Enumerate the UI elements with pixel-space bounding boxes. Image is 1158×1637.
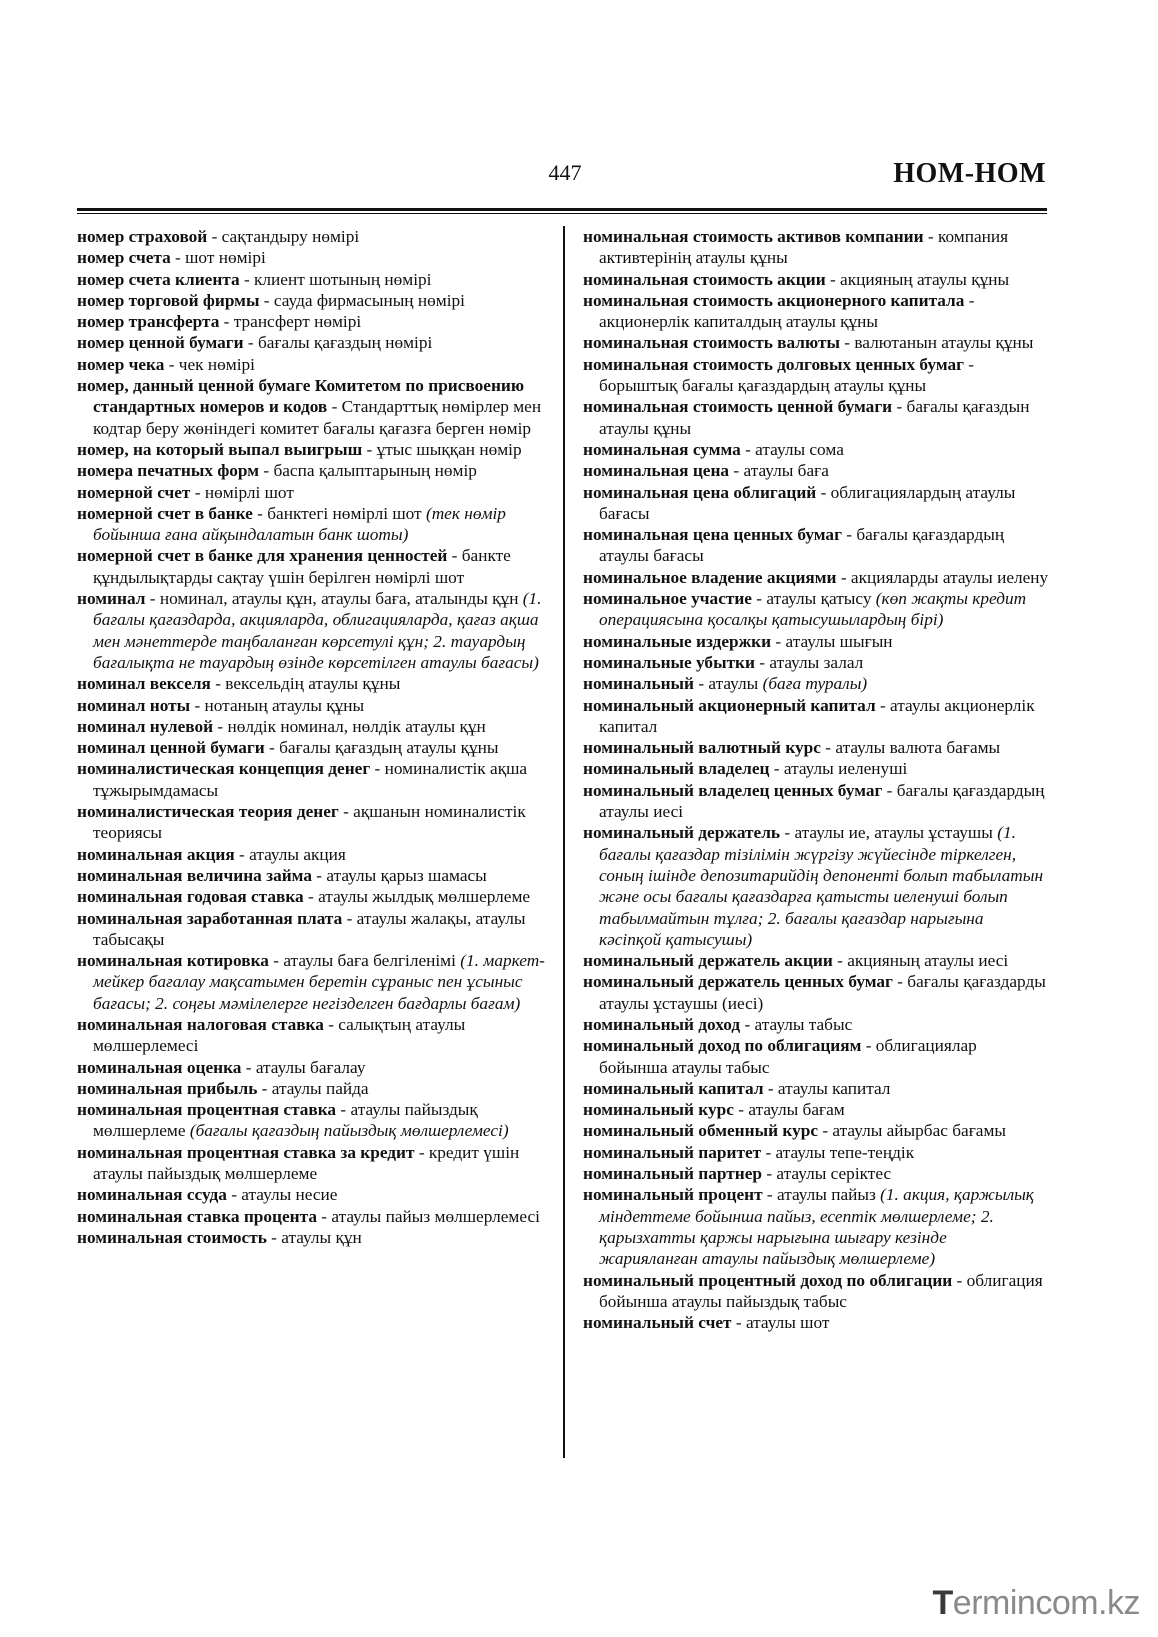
dictionary-entry [77,886,547,907]
entry-term: номинальная прибыль [77,1078,258,1098]
dictionary-entry [583,758,1049,779]
dictionary-entry [583,1014,1049,1035]
header-rule [77,208,1047,211]
dictionary-entry [583,439,1049,460]
entry-definition: - атаулы тепе-теңдік [761,1142,915,1162]
entry-term: номинальная годовая ставка [77,887,304,907]
dictionary-entry [583,822,1049,950]
dictionary-entry [583,482,1049,525]
entry-definition: - клиент шотының нөмірі [239,269,432,289]
watermark-logo [933,1584,1140,1623]
dictionary-entry [583,1120,1049,1141]
entry-term: номинальный акционерный капитал [583,695,876,715]
dictionary-entry [583,780,1049,823]
page-number: 447 [548,160,582,185]
entry-definition: - ақшанын номиналистік теориясы [93,802,526,843]
entry-definition: - кредит үшін атаулы пайыздық мөлшерлеме [93,1142,520,1184]
entry-term: номинальная сумма [583,439,741,459]
entry-term: номинал ноты [77,695,191,715]
entry-term: номинальная стоимость валюты [583,333,840,353]
entry-term: номинальная стоимость акции [583,269,826,289]
entry-note: (көп жақты кредит операциясына қосалқы қатысушылардың бірі) [599,589,1027,630]
entry-note: (1. маркет-мейкер бағалау мақсатымен беретін сұраныс пен ұсыныс бағасы; 2. соңғы мәмілелерге негізделген бағдарлы бағам) [93,951,545,1013]
entry-term: номер торговой фирмы [77,290,260,310]
entry-definition: - борыштық бағалы қағаздардың атаулы құны [599,354,975,396]
dictionary-entry [77,1078,547,1099]
header-rule-thin [77,213,1047,214]
entry-definition: - атаулы пайда [257,1078,369,1098]
entry-definition: - атаулы баға [729,461,829,481]
entry-definition: - облигациялар бойынша атаулы табыс [599,1036,977,1077]
dictionary-entry [77,311,547,332]
entry-term: номинальный [583,674,694,694]
entry-definition: - бағалы қағаздарды атаулы ұстаушы (иесі) [599,972,1046,1013]
dictionary-entry [583,524,1049,567]
entry-term: номинальная акция [77,844,235,864]
entry-definition: - шот нөмірі [170,248,266,268]
dictionary-entry [77,716,547,737]
entry-term: номинальная налоговая ставка [77,1014,324,1034]
entry-definition: - атаулы ие, атаулы ұстаушы [780,823,998,843]
entry-definition: - атаулы серіктес [762,1164,892,1184]
entry-term: номинальный доход по облигациям [583,1036,862,1056]
entry-term: номинальная величина займа [77,865,312,885]
entry-term: номинальный держатель акции [583,951,833,971]
dictionary-entry [77,758,547,801]
dictionary-entry [77,332,547,353]
entry-term: номинальные издержки [583,631,772,651]
entry-note: (1. бағалы қағаздар тізілімін жүргізу жүйесінде тіркелген, соның ішінде депозитарийдің депоненті болып табылатын және осы бағалы қағаздарға қатысты иеленуші болып табылмайтын тұлға; 2. бағалы қағаздар нарығына кәсіпқой қатысушы) [599,823,1044,949]
entry-definition: - нөлдік номинал, нөлдік атаулы құн [213,716,486,736]
dictionary-entry [583,1312,1049,1333]
dictionary-entry [583,652,1049,673]
entry-term: номинальная процентная ставка [77,1100,337,1120]
entry-definition: - атаулы акция [234,844,346,864]
dictionary-entry [77,1057,547,1078]
entry-definition: - валютанын атаулы құны [839,333,1034,353]
entry-definition: - ұтыс шыққан нөмір [362,439,522,459]
entry-definition: - баспа қалыптарының нөмір [259,461,477,481]
entry-definition: - бағалы қағаздардың атаулы бағасы [599,525,1005,566]
entry-definition: - банктегі нөмірлі шот [252,503,426,523]
entry-definition: - атаулы сома [740,439,844,459]
dictionary-entry [583,290,1049,333]
entry-definition: - трансферт нөмірі [219,312,362,332]
entry-definition: - акцияларды атаулы иелену [836,567,1049,587]
entry-definition: - атаулы баға белгіленімі [268,951,461,971]
entry-definition: - бағалы қағаздардың атаулы иесі [599,780,1045,822]
entry-term: номинальная ставка процента [77,1206,317,1226]
entry-definition: - атаулы иеленуші [769,759,908,779]
entry-term: номинальный валютный курс [583,738,821,758]
entry-term: номинальный обменный курс [583,1121,819,1141]
entry-definition: - атаулы капитал [763,1078,891,1098]
entry-term: номинальная стоимость активов компании [583,227,924,246]
dictionary-entry [583,269,1049,290]
entry-definition: - бағалы қағаздын атаулы құны [599,397,1030,438]
entry-definition: - бағалы қағаздың нөмірі [243,333,433,353]
entry-term: номера печатных форм [77,461,260,481]
dictionary-entry [77,801,547,844]
entry-definition: - атаулы бағам [733,1100,845,1120]
dictionary-entry [77,247,547,268]
entry-term: номинальный владелец ценных бумаг [583,780,883,800]
dictionary-entry [77,673,547,694]
entry-term: номинал [77,589,146,609]
entry-term: номинальный счет [583,1313,732,1333]
dictionary-entry [77,545,547,588]
entry-term: номинальный капитал [583,1078,764,1098]
entry-definition: - атаулы акционерлік капитал [599,695,1035,736]
entry-definition: - чек нөмірі [164,354,255,374]
running-head: НОМ-НОМ [893,158,1046,189]
watermark-text: ermincom.kz [952,1584,1140,1622]
entry-definition: - нотаның атаулы құны [190,695,365,715]
entry-term: номинальный доход [583,1014,741,1034]
dictionary-entry [77,737,547,758]
entry-note: (1. акция, қаржылық міндеттеме бойынша пайыз, есептік мөлшерлеме; 2. қарызхатты қаржы нарығына шығару кезінде жарияланған атаулы пайыздық мөлшерлеме) [599,1185,1034,1269]
dictionary-entry [583,950,1049,971]
entry-term: номинальный курс [583,1100,734,1120]
entry-definition: - атаулы валюта бағамы [820,738,1001,758]
entry-definition: - атаулы несие [226,1185,338,1205]
entry-note: (баға туралы) [762,674,868,694]
entry-term: номинальный партнер [583,1164,763,1184]
right-column [583,226,1049,1333]
entry-term: номер чека [77,354,165,374]
entry-term: номинальная котировка [77,951,269,971]
entry-note: (бағалы қағаздың пайыздық мөлшерлемесі) [189,1121,509,1141]
entry-definition: - Стандарттық нөмірлер мен кодтар беру жөніндегі комитет бағалы қағазға берген нөмір [93,397,542,438]
entry-definition: - акционерлік капиталдың атаулы құны [599,290,975,332]
entry-term: номиналистическая теория денег [77,802,339,822]
dictionary-entry [77,1227,547,1248]
dictionary-entry [77,865,547,886]
column-divider [563,226,565,1458]
entry-definition: - атаулы шот [731,1313,830,1333]
dictionary-entry [583,737,1049,758]
entry-term: номинальный держатель ценных бумаг [583,972,893,992]
entry-term: номер счета [77,248,171,268]
entry-term: номер страховой [77,227,208,246]
entry-definition: - вексельдің атаулы құны [210,674,401,694]
entry-definition: - атаулы шығын [771,631,893,651]
dictionary-entry [77,226,547,247]
entry-term: номинальная ссуда [77,1185,227,1205]
entry-term: номинал нулевой [77,716,214,736]
dictionary-entry [583,226,1049,269]
entry-definition: - акцияның атаулы құны [825,269,1010,289]
entry-term: номинальный паритет [583,1142,762,1162]
entry-definition: - банкте құндылықтарды сақтау үшін берілген нөмірлі шот [93,546,511,587]
entry-definition: - атаулы айырбас бағамы [818,1121,1007,1141]
dictionary-entry [77,950,547,1014]
entry-definition: - атаулы пайыз мөлшерлемесі [316,1206,540,1226]
dictionary-entry [77,482,547,503]
entry-term: номинальное участие [583,589,752,609]
dictionary-entry [77,1184,547,1205]
dictionary-entry [77,354,547,375]
entry-term: номинальная стоимость долговых ценных бумаг [583,354,964,374]
entry-term: номинальный владелец [583,759,770,779]
left-column [77,226,547,1248]
entry-note: (тек нөмір бойынша ғана айқындалатын банк шоты) [93,503,506,545]
entry-term: номинальная стоимость ценной бумаги [583,397,893,417]
entry-definition: - атаулы қатысу [751,589,876,609]
dictionary-entry [583,460,1049,481]
dictionary-entry [583,396,1049,439]
dictionary-entry [77,503,547,546]
dictionary-entry [583,1099,1049,1120]
entry-definition: - атаулы жылдық мөлшерлеме [303,887,531,907]
dictionary-entry [77,844,547,865]
entry-term: номиналистическая концепция денег [77,759,371,779]
entry-term: номинальный держатель [583,823,781,843]
dictionary-entry [583,332,1049,353]
entry-definition: - атаулы [694,674,763,694]
dictionary-entry [583,673,1049,694]
dictionary-entry [77,1099,547,1142]
dictionary-entry [583,1078,1049,1099]
dictionary-entry [583,971,1049,1014]
entry-definition: - атаулы табыс [740,1014,853,1034]
entry-definition: - номиналистік ақша тұжырымдамасы [93,759,528,800]
dictionary-entry [583,631,1049,652]
entry-term: номер, на который выпал выигрыш [77,439,363,459]
entry-term: номинальная цена [583,461,730,481]
entry-term: номер трансферта [77,312,220,332]
entry-term: номинал ценной бумаги [77,738,265,758]
entry-note: (1. бағалы қағаздарда, акцияларда, облигацияларда, қағаз ақша мен мәнеттерде таңбаланған көрсетулі құн; 2. тауардың бағалықта не тауардың өзінде көрсетілген атаулы бағасы) [93,589,542,672]
entry-definition: - облигациялардың атаулы бағасы [599,482,1016,523]
entry-definition: - атаулы пайыздық мөлшерлеме [93,1100,478,1141]
dictionary-entry [77,588,547,673]
entry-term: номер, данный ценной бумаге Комитетом по присвоению стандартных номеров и кодов [77,376,525,417]
dictionary-entry [77,1206,547,1227]
entry-definition: - бағалы қағаздың атаулы құны [264,738,499,758]
entry-term: номинальный процент [583,1185,763,1205]
entry-definition: - акцияның атаулы иесі [832,951,1009,971]
entry-term: номерной счет [77,482,191,502]
entry-definition: - атаулы залал [754,652,864,672]
entry-definition: - салықтың атаулы мөлшерлемесі [93,1014,466,1056]
dictionary-entry [77,1142,547,1185]
watermark-prefix: T [932,1584,953,1622]
dictionary-entry [583,1270,1049,1313]
dictionary-entry [77,908,547,951]
entry-term: номинальная процентная ставка за кредит [77,1142,415,1162]
entry-term: номинальные убытки [583,652,755,672]
dictionary-entry [583,1163,1049,1184]
entry-term: номер ценной бумаги [77,333,244,353]
dictionary-entry [77,1014,547,1057]
dictionary-entry [77,375,547,439]
entry-definition: - атаулы бағалау [241,1057,366,1077]
dictionary-entry [77,695,547,716]
entry-term: номерной счет в банке для хранения ценностей [77,546,448,566]
dictionary-entry [77,269,547,290]
entry-term: номинальная цена ценных бумаг [583,525,842,545]
entry-definition: - атаулы жалақы, атаулы табысақы [93,908,526,949]
dictionary-entry [583,1184,1049,1269]
dictionary-entry [583,567,1049,588]
dictionary-entry [77,290,547,311]
entry-term: номинальный процентный доход по облигации [583,1270,953,1290]
entry-definition: - облигация бойынша атаулы пайыздық табыс [599,1270,1043,1311]
entry-term: номерной счет в банке [77,503,253,523]
dictionary-entry [583,695,1049,738]
entry-term: номинальная стоимость акционерного капитала [583,290,965,310]
dictionary-entry [583,1035,1049,1078]
entry-definition: - сақтандыру нөмірі [207,227,360,246]
entry-term: номинальная оценка [77,1057,242,1077]
entry-definition: - компания активтерінің атаулы құны [599,227,1009,268]
entry-term: номинал векселя [77,674,211,694]
entry-term: номинальная стоимость [77,1227,267,1247]
entry-definition: - атаулы пайыз [762,1185,881,1205]
entry-definition: - атаулы қарыз шамасы [311,865,487,885]
dictionary-entry [583,588,1049,631]
entry-term: номинальное владение акциями [583,567,837,587]
entry-term: номинальная цена облигаций [583,482,817,502]
dictionary-entry [77,439,547,460]
dictionary-entry [77,460,547,481]
dictionary-entry [583,354,1049,397]
entry-definition: - сауда фирмасының нөмірі [259,290,465,310]
entry-term: номинальная заработанная плата [77,908,343,928]
entry-term: номер счета клиента [77,269,240,289]
dictionary-entry [583,1142,1049,1163]
entry-definition: - нөмірлі шот [190,482,294,502]
entry-definition: - номинал, атаулы құн, атаулы баға, аталынды құн [145,589,523,609]
entry-definition: - атаулы құн [266,1227,362,1247]
